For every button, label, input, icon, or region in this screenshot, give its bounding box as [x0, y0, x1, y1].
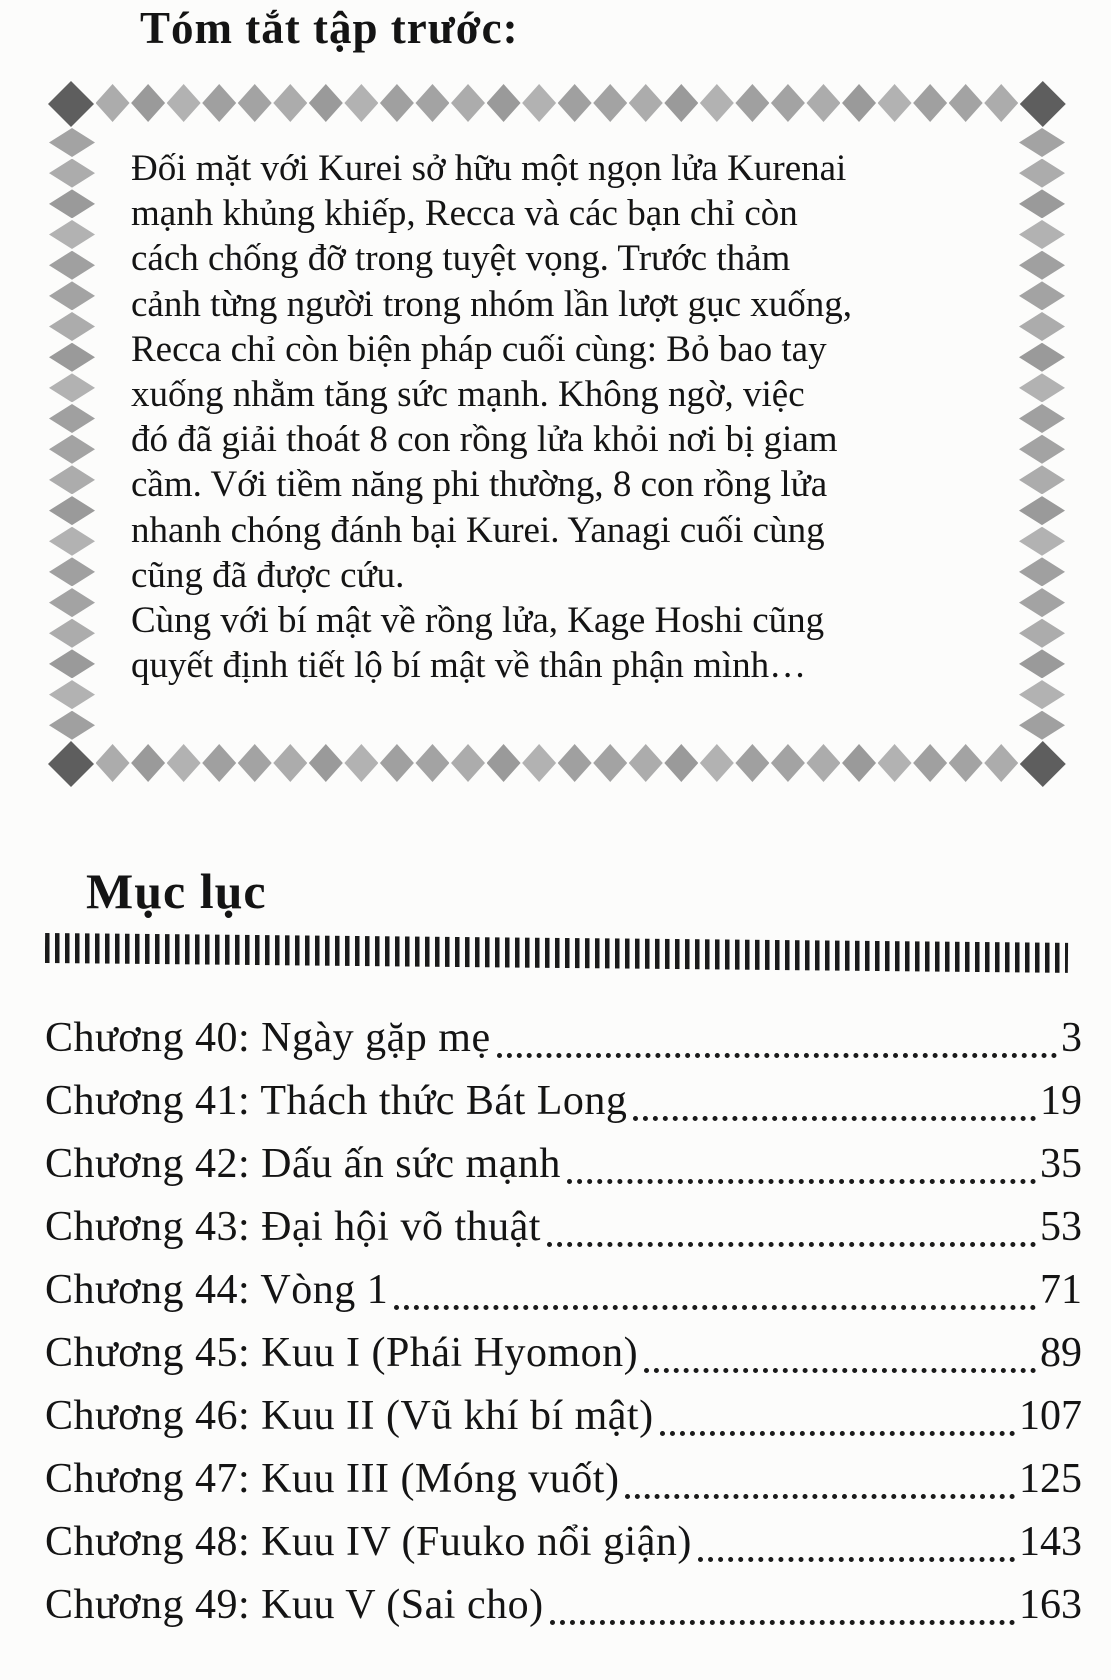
- diamond-icon: [984, 84, 1018, 122]
- summary-line: nhanh chóng đánh bại Kurei. Yanagi cuối cùng: [131, 509, 825, 551]
- toc-entry-label: Chương 44: Vòng 1: [45, 1267, 389, 1313]
- diamond-icon: [949, 744, 983, 782]
- diamond-icon: [49, 588, 95, 617]
- toc-leader-dots: [394, 1305, 1036, 1310]
- toc-leader-dots: [497, 1053, 1057, 1058]
- summary-paragraph: [131, 146, 951, 688]
- diamond-icon: [49, 373, 95, 402]
- diamond-icon: [735, 744, 769, 782]
- diamond-icon: [49, 404, 95, 433]
- diamond-icon: [593, 84, 627, 122]
- diamond-icon: [49, 189, 95, 218]
- diamond-icon: [49, 435, 95, 464]
- diamond-icon: [167, 744, 201, 782]
- diamond-icon: [167, 84, 201, 122]
- diamond-icon: [771, 744, 805, 782]
- diamond-icon: [49, 128, 95, 157]
- diamond-icon: [1019, 527, 1065, 556]
- diamond-icon: [238, 84, 272, 122]
- diamond-icon: [913, 744, 947, 782]
- toc-entry-page: 35: [1040, 1141, 1082, 1187]
- toc-row: [45, 1385, 1082, 1448]
- summary-line: Recca chỉ còn biện pháp cuối cùng: Bỏ bao tay: [131, 328, 827, 370]
- toc-entry-label: Chương 48: Kuu IV (Fuuko nổi giận): [45, 1519, 692, 1565]
- toc-row: [45, 1133, 1082, 1196]
- diamond-border-right: [1018, 128, 1066, 740]
- diamond-icon: [558, 84, 592, 122]
- diamond-icon: [1019, 619, 1065, 648]
- summary-line: Cùng với bí mật về rồng lửa, Kage Hoshi cũng: [131, 600, 825, 642]
- diamond-icon: [700, 84, 734, 122]
- diamond-icon: [49, 343, 95, 372]
- diamond-icon: [1019, 281, 1065, 310]
- diamond-icon: [49, 312, 95, 341]
- diamond-icon: [273, 744, 307, 782]
- diamond-icon: [1019, 220, 1065, 249]
- summary-line: mạnh khủng khiếp, Recca và các bạn chỉ còn: [131, 193, 798, 235]
- diamond-icon: [451, 744, 485, 782]
- diamond-icon: [842, 84, 876, 122]
- toc-entry-page: 125: [1019, 1456, 1082, 1502]
- summary-title: Tóm tắt tập trước:: [140, 3, 519, 53]
- diamond-icon: [380, 744, 414, 782]
- diamond-icon: [344, 84, 378, 122]
- summary-line: đó đã giải thoát 8 con rồng lửa khỏi nơi bị giam: [131, 419, 838, 461]
- toc-leader-dots: [633, 1116, 1036, 1121]
- diamond-border-bottom: [48, 744, 1066, 788]
- diamond-icon: [1019, 496, 1065, 525]
- diamond-icon: [1019, 404, 1065, 433]
- diamond-icon: [131, 744, 165, 782]
- summary-line: cũng đã được cứu.: [131, 554, 405, 596]
- diamond-icon: [1019, 373, 1065, 402]
- toc-title: Mục lục: [86, 863, 267, 919]
- diamond-icon: [735, 84, 769, 122]
- toc-entry-page: 143: [1019, 1519, 1082, 1565]
- diamond-icon: [202, 744, 236, 782]
- diamond-icon: [1019, 128, 1065, 157]
- diamond-icon: [344, 744, 378, 782]
- diamond-icon: [49, 649, 95, 678]
- diamond-icon: [309, 84, 343, 122]
- diamond-icon: [451, 84, 485, 122]
- toc-entry-label: Chương 49: Kuu V (Sai cho): [45, 1582, 544, 1628]
- toc-row: [45, 1322, 1082, 1385]
- diamond-icon: [522, 744, 556, 782]
- toc-entry-label: Chương 46: Kuu II (Vũ khí bí mật): [45, 1393, 654, 1439]
- diamond-icon: [49, 619, 95, 648]
- summary-line: cầm. Với tiềm năng phi thường, 8 con rồng lửa: [131, 464, 828, 506]
- toc-entry-label: Chương 43: Đại hội võ thuật: [45, 1204, 541, 1250]
- diamond-icon: [1019, 343, 1065, 372]
- toc-leader-dots: [644, 1368, 1036, 1373]
- diamond-icon: [487, 84, 521, 122]
- toc-leader-dots: [625, 1494, 1015, 1499]
- summary-line: xuống nhằm tăng sức mạnh. Không ngờ, việc: [131, 374, 805, 416]
- diamond-icon: [522, 84, 556, 122]
- toc-row: [45, 1511, 1082, 1574]
- diamond-icon: [700, 744, 734, 782]
- toc-entry-page: 19: [1040, 1078, 1082, 1124]
- diamond-icon: [771, 84, 805, 122]
- diamond-icon: [1019, 435, 1065, 464]
- diamond-icon: [415, 744, 449, 782]
- diamond-icon: [806, 744, 840, 782]
- toc-leader-dots: [660, 1431, 1015, 1436]
- toc-entry-page: 89: [1040, 1330, 1082, 1376]
- diamond-icon: [49, 557, 95, 586]
- diamond-icon: [1019, 312, 1065, 341]
- diamond-icon: [842, 744, 876, 782]
- diamond-icon: [49, 159, 95, 188]
- toc-row: [45, 1196, 1082, 1259]
- toc-list: [45, 1007, 1082, 1637]
- toc-entry-label: Chương 47: Kuu III (Móng vuốt): [45, 1456, 620, 1502]
- diamond-icon: [49, 465, 95, 494]
- diamond-icon: [878, 84, 912, 122]
- summary-line: cảnh từng người trong nhóm lần lượt gục xuống,: [131, 283, 853, 325]
- toc-entry-page: 107: [1019, 1393, 1082, 1439]
- summary-line: cách chống đỡ trong tuyệt vọng. Trước thảm: [131, 238, 791, 280]
- toc-row: [45, 1007, 1082, 1070]
- toc-entry-label: Chương 41: Thách thức Bát Long: [45, 1078, 628, 1124]
- diamond-icon: [1019, 588, 1065, 617]
- toc-entry-page: 163: [1019, 1582, 1082, 1628]
- toc-leader-dots: [550, 1620, 1015, 1625]
- toc-row: [45, 1448, 1082, 1511]
- diamond-icon: [949, 84, 983, 122]
- diamond-icon: [131, 84, 165, 122]
- toc-row: [45, 1259, 1082, 1322]
- diamond-icon: [1019, 557, 1065, 586]
- toc-entry-page: 3: [1061, 1015, 1082, 1061]
- diamond-icon: [664, 744, 698, 782]
- diamond-icon: [273, 84, 307, 122]
- diamond-icon: [984, 744, 1018, 782]
- toc-leader-dots: [547, 1242, 1036, 1247]
- diamond-icon: [1020, 741, 1066, 787]
- diamond-icon: [96, 84, 130, 122]
- toc-entry-label: Chương 45: Kuu I (Phái Hyomon): [45, 1330, 639, 1376]
- diamond-icon: [49, 496, 95, 525]
- diamond-icon: [1020, 81, 1066, 127]
- diamond-icon: [629, 84, 663, 122]
- diamond-icon: [913, 84, 947, 122]
- summary-line: Đối mặt với Kurei sở hữu một ngọn lửa Kurenai: [131, 148, 847, 189]
- toc-entry-label: Chương 42: Dấu ấn sức mạnh: [45, 1141, 561, 1187]
- diamond-icon: [49, 281, 95, 310]
- diamond-icon: [309, 744, 343, 782]
- diamond-icon: [238, 744, 272, 782]
- diamond-icon: [48, 741, 94, 787]
- diamond-icon: [49, 680, 95, 709]
- toc-entry-label: Chương 40: Ngày gặp mẹ: [45, 1015, 491, 1061]
- diamond-icon: [1019, 189, 1065, 218]
- toc-leader-dots: [698, 1557, 1015, 1562]
- stripe-divider: [45, 933, 1068, 973]
- diamond-icon: [1019, 251, 1065, 280]
- toc-row: [45, 1070, 1082, 1133]
- diamond-icon: [878, 744, 912, 782]
- summary-line: quyết định tiết lộ bí mật về thân phận mình…: [131, 645, 807, 687]
- diamond-icon: [629, 744, 663, 782]
- toc-row: [45, 1574, 1082, 1637]
- diamond-icon: [593, 744, 627, 782]
- diamond-border-top: [48, 84, 1066, 128]
- diamond-icon: [49, 251, 95, 280]
- diamond-icon: [48, 81, 94, 127]
- toc-leader-dots: [567, 1179, 1036, 1184]
- diamond-icon: [96, 744, 130, 782]
- diamond-icon: [415, 84, 449, 122]
- diamond-icon: [1019, 465, 1065, 494]
- diamond-icon: [1019, 649, 1065, 678]
- toc-entry-page: 71: [1040, 1267, 1082, 1313]
- diamond-icon: [1019, 159, 1065, 188]
- diamond-icon: [487, 744, 521, 782]
- diamond-icon: [202, 84, 236, 122]
- diamond-icon: [49, 220, 95, 249]
- diamond-icon: [1019, 680, 1065, 709]
- diamond-icon: [1019, 711, 1065, 740]
- toc-entry-page: 53: [1040, 1204, 1082, 1250]
- diamond-icon: [558, 744, 592, 782]
- diamond-border-left: [48, 128, 96, 740]
- diamond-icon: [806, 84, 840, 122]
- diamond-icon: [664, 84, 698, 122]
- diamond-icon: [49, 711, 95, 740]
- diamond-icon: [380, 84, 414, 122]
- diamond-icon: [49, 527, 95, 556]
